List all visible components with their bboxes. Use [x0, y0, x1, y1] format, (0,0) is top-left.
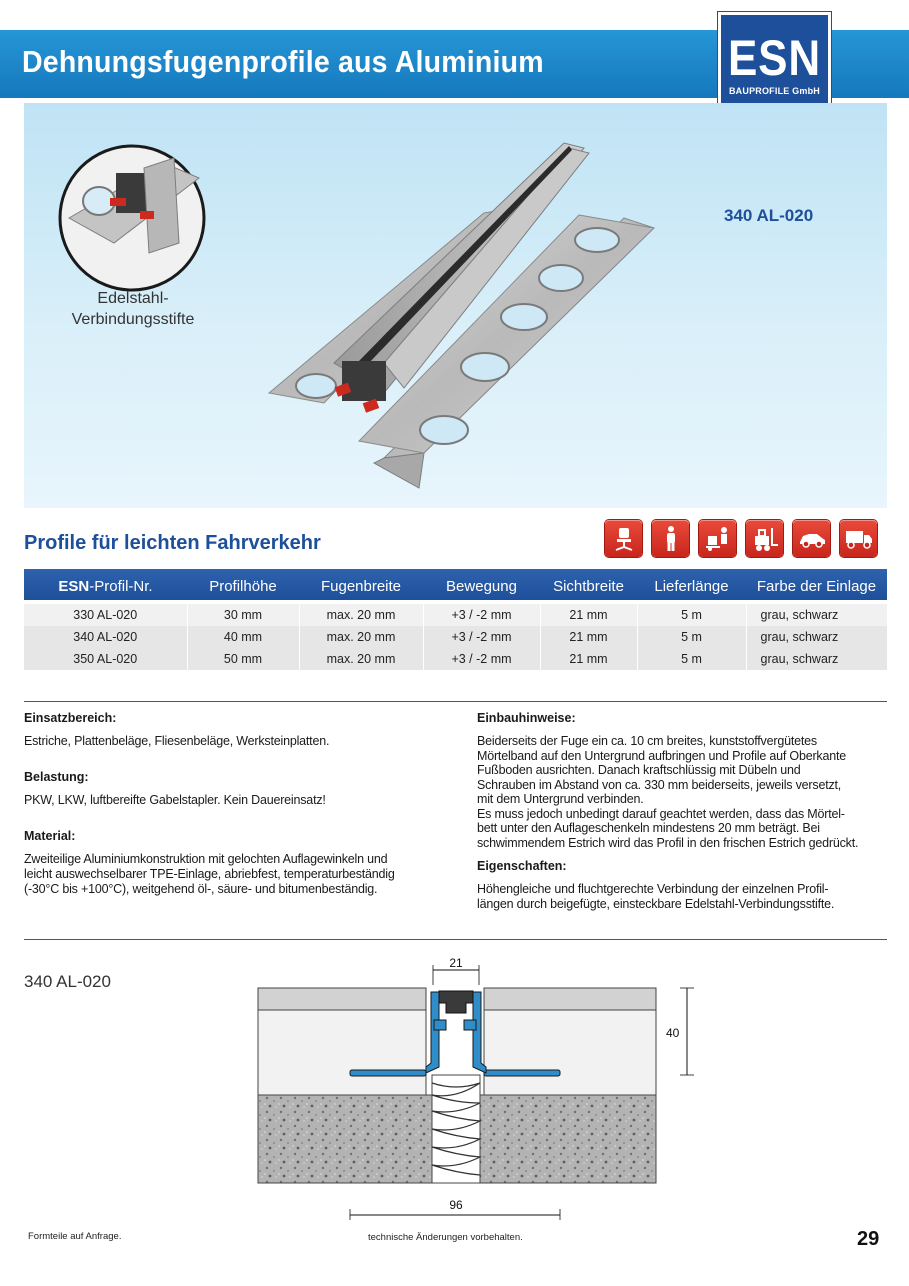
- material-line: Zweiteilige Aluminiumkonstruktion mit gelochten Auflagewinkeln und: [24, 852, 388, 866]
- einbau-line: Fußboden ausrichten. Danach kraftschlüssig mit Dübeln und: [477, 763, 801, 777]
- table-row: [24, 604, 887, 626]
- cell-visible-width: 21 mm: [540, 648, 637, 670]
- info-column-left: [24, 711, 444, 897]
- cell-movement: +3 / -2 mm: [423, 648, 540, 670]
- einbau-line: bett unter den Auflageschenkeln mindestens 20 mm beträgt. Bei: [477, 821, 820, 835]
- dimension-bottom: 96: [449, 1198, 463, 1212]
- cell-width: max. 20 mm: [299, 604, 423, 626]
- section-title: Profile für leichten Fahrverkehr: [24, 532, 321, 554]
- column-header-profile: ESN-Profil-Nr.: [24, 569, 187, 600]
- pedestrian-icon: [652, 520, 689, 557]
- cell-insert-color: grau, schwarz: [746, 626, 887, 648]
- einbau-line: Es muss jedoch unbedingt darauf geachtet werden, dass das Mörtel-: [477, 806, 845, 821]
- usage-icon-row: [605, 520, 877, 557]
- specification-table: [24, 569, 887, 670]
- cell-visible-width: 21 mm: [540, 604, 637, 626]
- office-chair-icon: [605, 520, 642, 557]
- table-header-row: [24, 569, 887, 600]
- einbauhinweise-text: [477, 734, 892, 850]
- cell-length: 5 m: [637, 604, 746, 626]
- dimension-side: 40: [666, 1026, 680, 1040]
- cell-insert-color: grau, schwarz: [746, 648, 887, 670]
- eigenschaften-line: längen durch beigefügte, einsteckbare Edelstahl-Verbindungsstifte.: [477, 897, 835, 911]
- material-line: (-30°C bis +100°C), weitgehend öl-, säure- und bitumenbeständig.: [24, 882, 378, 896]
- table-row: [24, 626, 887, 648]
- cell-length: 5 m: [637, 648, 746, 670]
- column-header-movement: Bewegung: [423, 569, 540, 600]
- einbauhinweise-heading: Einbauhinweise:: [477, 711, 576, 725]
- forklift-icon: [746, 520, 783, 557]
- brand-name: ESN: [727, 30, 822, 86]
- einbau-line: Beiderseits der Fuge ein ca. 10 cm breites, kunststoffvergütetes: [477, 734, 817, 748]
- material-heading: Material:: [24, 829, 76, 843]
- eigenschaften-heading: Eigenschaften:: [477, 859, 567, 873]
- cell-width: max. 20 mm: [299, 648, 423, 670]
- cell-length: 5 m: [637, 626, 746, 648]
- cell-profile: 350 AL-020: [24, 648, 187, 670]
- hand-truck-icon: [699, 520, 736, 557]
- zoom-callout-line1: Edelstahl-: [97, 290, 169, 307]
- page-number: 29: [857, 1228, 880, 1250]
- truck-icon: [840, 520, 877, 557]
- column-header-width: Fugenbreite: [299, 569, 423, 600]
- einbau-line: schwimmendem Estrich wird das Profil in den frischen Estrich gedrückt.: [477, 835, 859, 850]
- belastung-text: PKW, LKW, luftbereifte Gabelstapler. Kein Dauereinsatz!: [24, 793, 326, 807]
- brand-subtitle: BAUPROFILE GmbH: [728, 86, 820, 96]
- footer-note-center: technische Änderungen vorbehalten.: [368, 1232, 523, 1243]
- car-icon: [793, 520, 830, 557]
- footer-note-left: Formteile auf Anfrage.: [28, 1231, 122, 1242]
- table-row: [24, 648, 887, 670]
- cell-insert-color: grau, schwarz: [746, 604, 887, 626]
- page-title: Dehnungsfugenprofile aus Aluminium: [22, 44, 544, 79]
- einbau-line: mit dem Untergrund verbinden.: [477, 792, 644, 806]
- cell-height: 50 mm: [187, 648, 299, 670]
- divider-bottom: [24, 939, 887, 940]
- einbau-line: Schrauben im Abstand von ca. 330 mm beiderseits, jeweils versetzt,: [477, 777, 842, 792]
- drawing-label: 340 AL-020: [24, 972, 111, 991]
- cell-profile: 330 AL-020: [24, 604, 187, 626]
- column-header-visible-width: Sichtbreite: [540, 569, 637, 600]
- dimension-top: 21: [449, 956, 463, 970]
- material-line: leicht auswechselbarer TPE-Einlage, abriebfest, temperaturbeständig: [24, 867, 395, 881]
- column-header-insert-color: Farbe der Einlage: [746, 569, 887, 600]
- cross-section-drawing: [250, 955, 700, 1220]
- divider-top: [24, 701, 887, 702]
- cell-profile: 340 AL-020: [24, 626, 187, 648]
- eigenschaften-line: Höhengleiche und fluchtgerechte Verbindung der einzelnen Profil-: [477, 882, 829, 896]
- product-code: 340 AL-020: [724, 206, 814, 225]
- cell-width: max. 20 mm: [299, 626, 423, 648]
- cell-height: 40 mm: [187, 626, 299, 648]
- info-column-right: [477, 711, 892, 912]
- einsatzbereich-heading: Einsatzbereich:: [24, 711, 117, 725]
- eigenschaften-text: [477, 882, 892, 912]
- material-text: [24, 852, 444, 897]
- cell-movement: +3 / -2 mm: [423, 626, 540, 648]
- column-header-height: Profilhöhe: [187, 569, 299, 600]
- belastung-heading: Belastung:: [24, 770, 89, 784]
- cell-movement: +3 / -2 mm: [423, 604, 540, 626]
- cell-height: 30 mm: [187, 604, 299, 626]
- zoom-callout-line2: Verbindungsstifte: [71, 311, 195, 328]
- zoom-callout-label: [58, 288, 208, 330]
- einsatzbereich-text: Estriche, Plattenbeläge, Fliesenbeläge, Werksteinplatten.: [24, 734, 330, 748]
- column-header-length: Lieferlänge: [637, 569, 746, 600]
- cell-visible-width: 21 mm: [540, 626, 637, 648]
- einbau-line: Mörtelband auf den Untergrund aufbringen und Profile auf Oberkante: [477, 748, 846, 763]
